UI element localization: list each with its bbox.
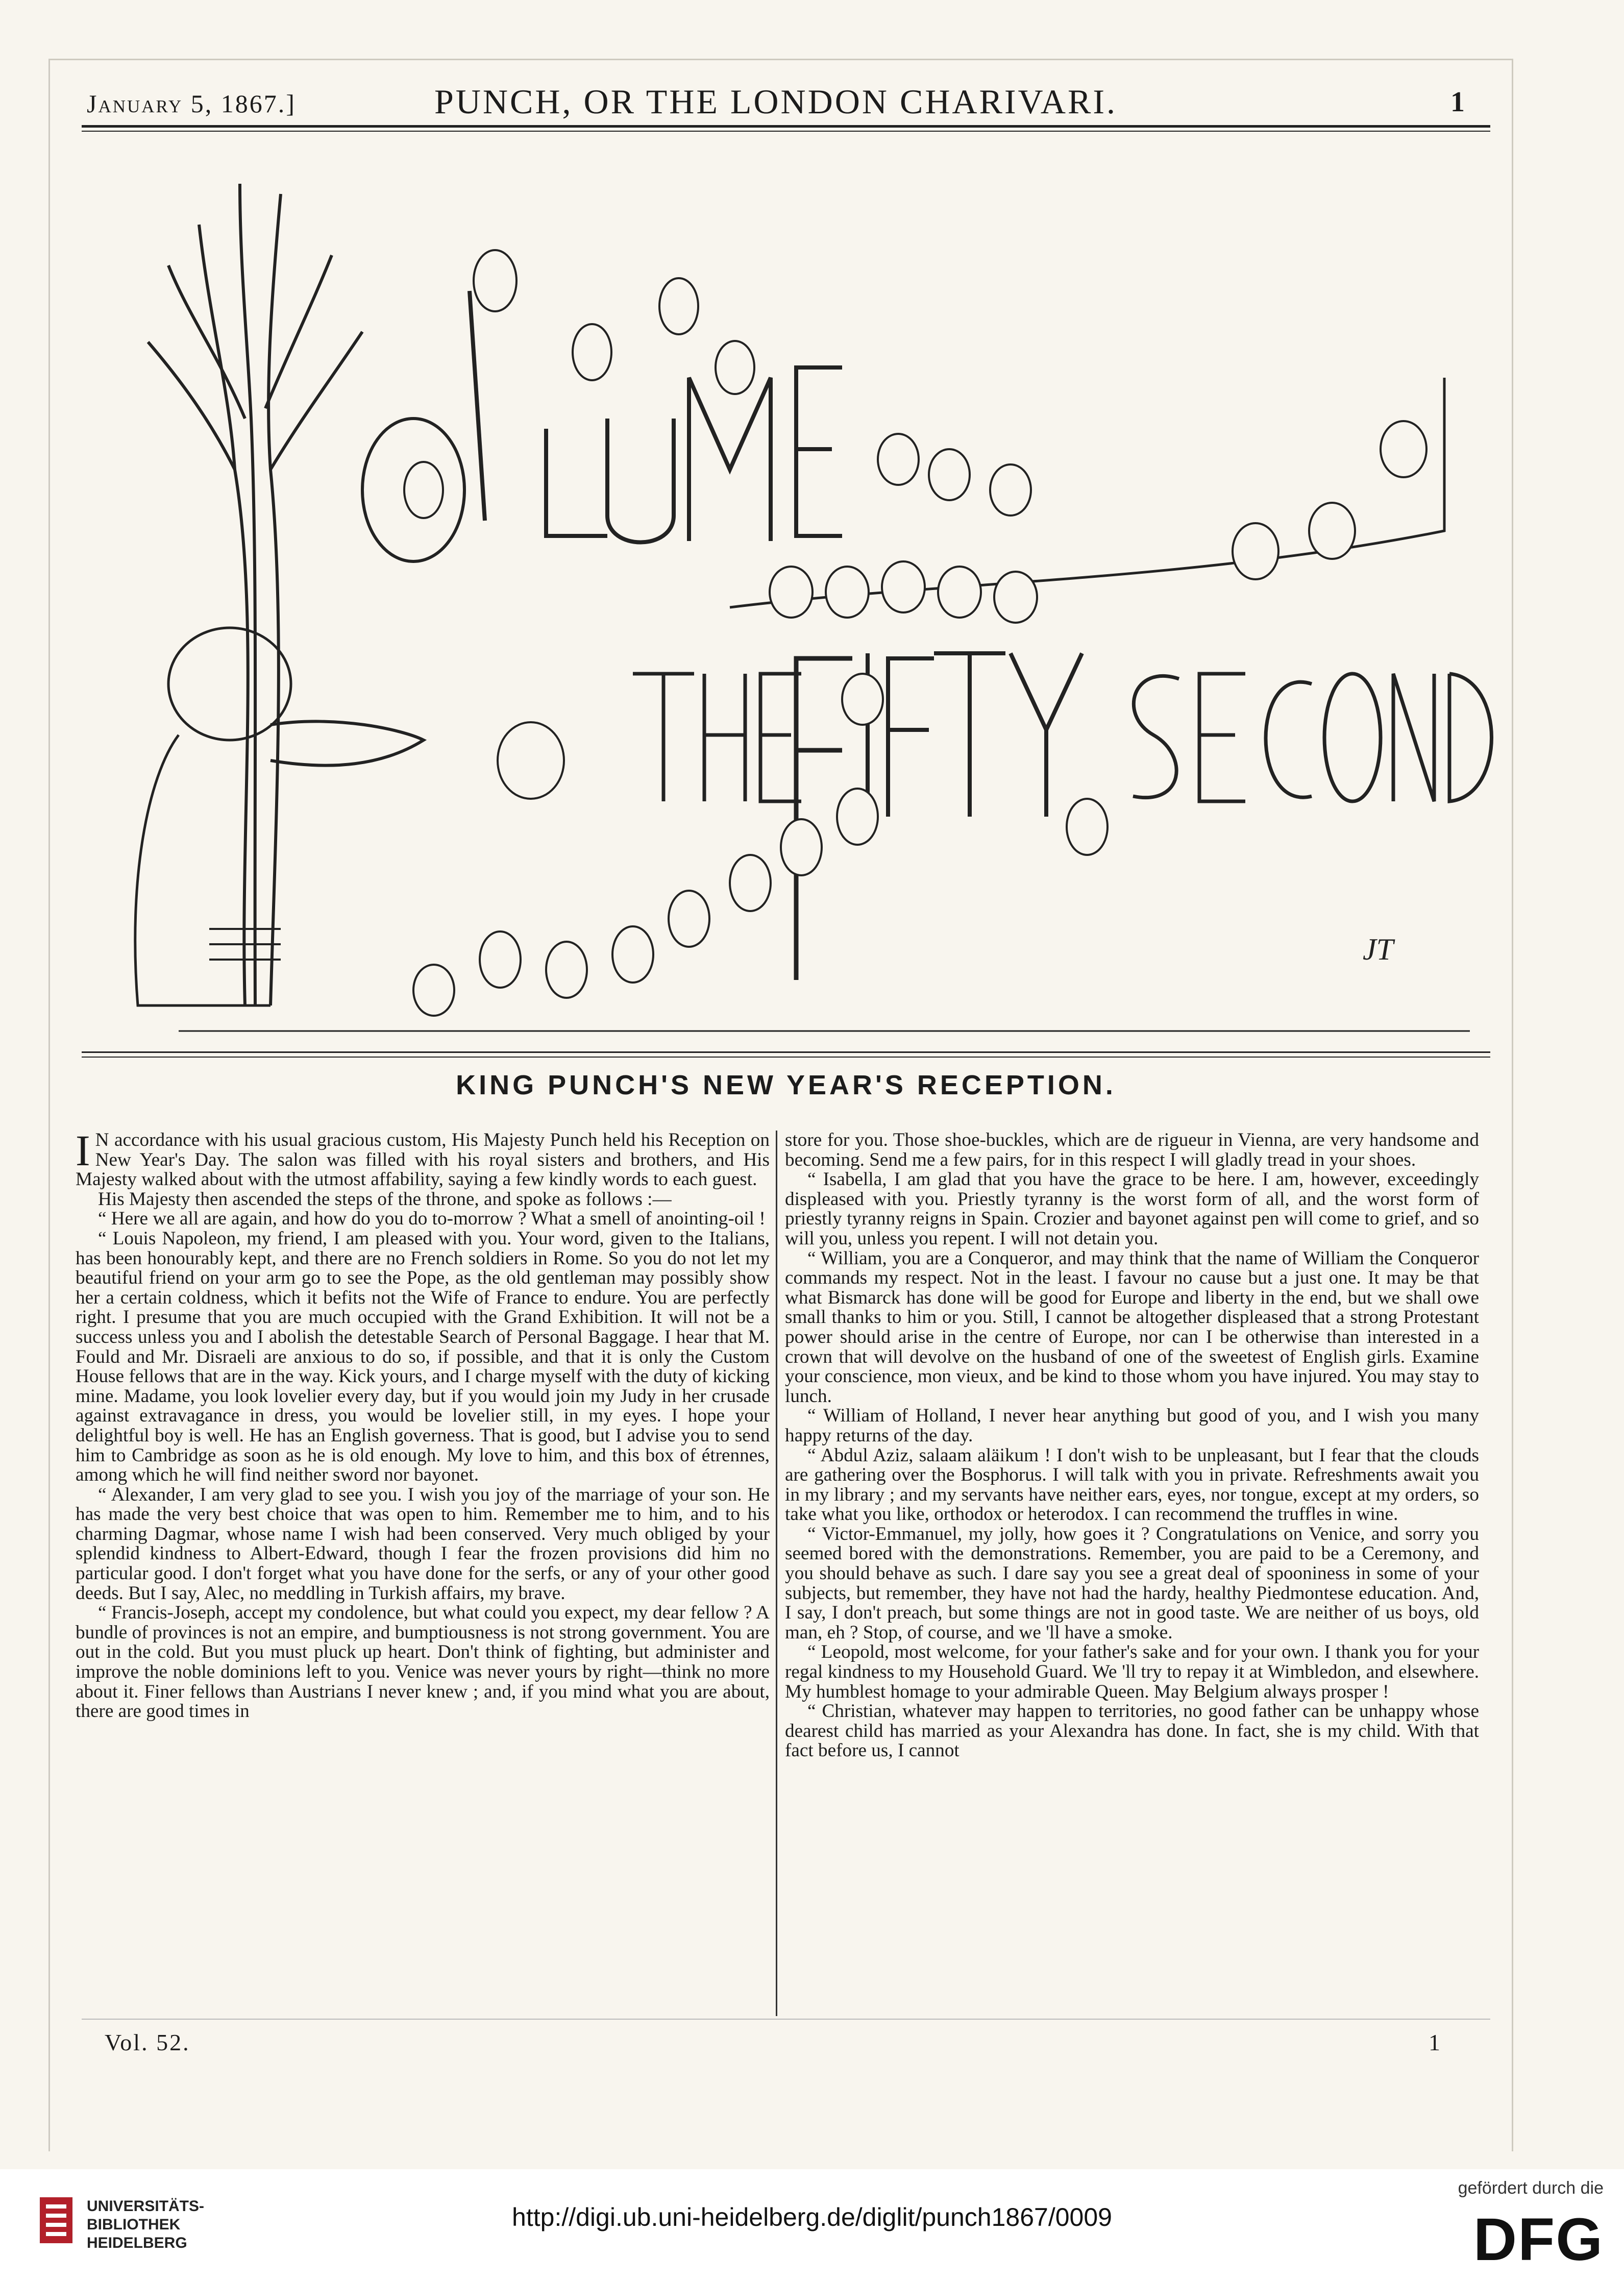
library-name-line: HEIDELBERG xyxy=(87,2235,187,2251)
library-name-line: UNIVERSITÄTS- xyxy=(87,2198,205,2215)
left-paragraph-text: N accordance with his usual gracious custom, His Majesty Punch held his Reception on New Year's Day. The salon was filled with his royal sisters and brothers, and His Majesty walked about with the utmost affability, saying a few kindly words to each guest. xyxy=(76,1130,770,1190)
right-paragraph: “ Abdul Aziz, salaam aläikum ! I don't wish to be unpleasant, but I fear that the clouds are gathering over the Bosphorus. I will talk with you in private. Refreshments await you in my library ; and my servants have neither ears, eyes, nor tongue, except at my orders, so take what you like, orthodox or heterodox. I can recommend the truffles in wine. xyxy=(785,1444,1479,1525)
header-rule-thin xyxy=(82,131,1490,132)
source-url-link[interactable]: http://digi.ub.uni-heidelberg.de/diglit/punch1867/0009 xyxy=(512,2203,1112,2231)
right-paragraph: “ William of Holland, I never hear anything but good of you, and I wish you many happy returns of the day. xyxy=(785,1405,1479,1446)
header-rule xyxy=(82,125,1490,128)
right-paragraph: “ William, you are a Conqueror, and may think that the name of William the Conqueror commands my respect. Not in the least. I favour no cause but a just one. It may be that what Bismarck has done will be good for Europe and liberty in the end, but we shall owe small thanks to him or you. Still, I cannot be altogether displeased that a strong Protestant power should arise in the centre of Europe, nor can I be otherwise than interested in a crown that will devolve on the husband of one of the sweetest of English girls. Examine your conscience, mon vieux, and be kind to those whom you have injured. You may stay to lunch. xyxy=(785,1247,1479,1407)
left-paragraph: “ Here we all are again, and how do you do to-morrow ? What a smell of anointing-oil ! xyxy=(98,1208,766,1230)
left-paragraph: “ Alexander, I am very glad to see you. I wish you joy of the marriage of your son. He has made the very best choice that was open to him. Remember me to him, and to his charming Dagmar, whose name I wish had been conserved. Very much obliged by your splendid kindness to Albert-Edward, though I fear the frozen provisions did him no particular good. I don't forget what you have done for the serfs, or any of your other good deeds. But I say, Alec, no meddling in Turkish affairs, my brave. xyxy=(76,1484,770,1604)
right-paragraph: store for you. Those shoe-buckles, which are de rigueur in Vienna, are very handsome and becoming. Send me a few pairs, for in this respect I will gladly tread in your shoes. xyxy=(785,1130,1479,1170)
left-paragraph: His Majesty then ascended the steps of the throne, and spoke as follows :— xyxy=(98,1188,672,1210)
article-headline: KING PUNCH'S NEW YEAR'S RECEPTION. xyxy=(456,1070,1116,1100)
right-paragraph: “ Leopold, most welcome, for your father's sake and for your own. I thank you for your regal kindness to my Household Guard. We 'll try to repay it at Wimbledon, and elsewhere. My humblest homage to your admirable Queen. May Belgium always prosper ! xyxy=(785,1641,1479,1702)
article-right-column xyxy=(785,1131,1479,1761)
footer-signature: 1 xyxy=(1429,2029,1440,2055)
drop-cap: I xyxy=(76,1126,90,1175)
running-header xyxy=(87,77,1465,122)
volume-title-illustration xyxy=(117,163,1506,1046)
column-divider xyxy=(776,1131,777,2016)
page-edge-top xyxy=(48,59,1513,60)
funding-note: gefördert durch die xyxy=(1458,2178,1604,2198)
footer-volume: Vol. 52. xyxy=(105,2029,190,2055)
header-page-number: 1 xyxy=(1450,86,1465,118)
left-paragraph: “ Louis Napoleon, my friend, I am pleased with you. Your word, given to the Italians, has been honourably kept, and there are no French soldiers in Rome. So you do not let my beautiful friend on your arm go to see the Pope, as the old gentleman may possibly show her a certain coldness, which it befits not the Wife of France to endure. You are perfectly right. I presume that you are much occupied with the Grand Exhibition. It will not be a success unless you and I abolish the detestable Search of Personal Baggage. I hear that M. Fould and Mr. Disraeli are anxious to do so, if possible, and that it is only the Custom House fellows that are in the way. Kick yours, and I charge myself with the duty of kicking mine. Madame, you look lovelier every day, but if you would join my Judy in her crusade against extravagance in dress, you would be lovelier still, in my eyes. I hope your delightful boy is well. He has an English governess. That is good, but I advise you to send him to Cambridge as soon as he is old enough. My love to him, and this box of étrennes, among which he will find neither sword nor bayonet. xyxy=(76,1228,770,1486)
right-paragraph: “ Christian, whatever may happen to territories, no good father can be unhappy whose dearest child has married as your Alexandra has done. In fact, she is my child. With that fact before us, I cannot xyxy=(785,1701,1479,1761)
right-paragraph: “ Isabella, I am glad that you have the grace to be here. I am, however, exceedingly displeased with you. Priestly tyranny is the worst form of all, and the worst form of priestly tyranny reigns in Spain. Crozier and bayonet against pen will come to grief, and so will you, unless you repent. I will not detain you. xyxy=(785,1169,1479,1249)
illustration-rule-thin xyxy=(82,1057,1490,1058)
library-name-line: BIBLIOTHEK xyxy=(87,2216,181,2233)
article-left-column xyxy=(76,1126,770,1722)
footer-rule xyxy=(82,2019,1490,2020)
page-edge-right xyxy=(1512,59,1513,2151)
header-date: January 5, 1867.] xyxy=(87,89,296,118)
dfg-logo: DFG xyxy=(1473,2206,1604,2273)
header-title: PUNCH, OR THE LONDON CHARIVARI. xyxy=(434,82,1117,121)
left-paragraph xyxy=(76,1126,770,1190)
illustration-rule xyxy=(82,1051,1490,1053)
left-paragraph: “ Francis-Joseph, accept my condolence, but what could you expect, my dear fellow ? A bundle of provinces is not an empire, and bumptiousness is not strong government. You are out in the cold. But you must pluck up heart. Don't think of fighting, but administer and improve the noble dominions left to you. Venice was never yours by right—think no more about it. Finer fellows than Austrians I never knew ; and, if you mind what you are about, there are good times in xyxy=(76,1602,770,1722)
artist-monogram: JT xyxy=(1363,933,1393,966)
page-edge-left xyxy=(48,59,50,2151)
right-paragraph: “ Victor-Emmanuel, my jolly, how goes it ? Congratulations on Venice, and sorry you seemed bored with the demonstrations. Remember, you are paid to be a Ceremony, and you should behave as such. I dare say you see a great deal of spooniness in some of your subjects, but remember, they have not had the hardy, healthy Piedmontese education. And, I say, I don't preach, but some things are not in good taste. We are neither of us boys, old man, eh ? Stop, of course, and we 'll have a smoke. xyxy=(785,1523,1479,1643)
digitization-bar xyxy=(0,2169,1624,2282)
